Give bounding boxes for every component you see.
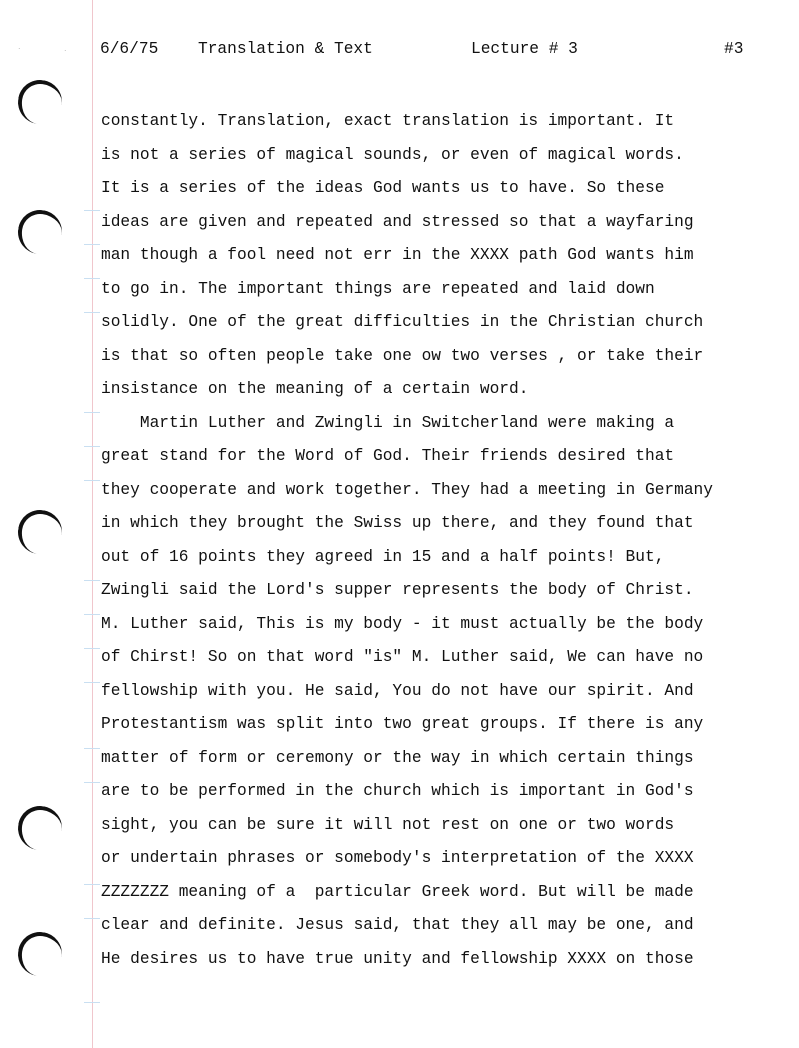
page-header <box>100 40 750 62</box>
text-line: are to be performed in the church which is important in God's <box>101 782 694 800</box>
speck: . <box>64 44 67 53</box>
header-lecture: Lecture # 3 <box>471 40 578 58</box>
rule-tick <box>84 918 100 919</box>
text-line: Zwingli said the Lord's supper represents the body of Christ. <box>101 581 694 599</box>
text-line: constantly. Translation, exact translation is important. It <box>101 112 675 130</box>
text-line: great stand for the Word of God. Their friends desired that <box>101 447 675 465</box>
text-line: they cooperate and work together. They had a meeting in Germany <box>101 480 713 499</box>
text-line: ideas are given and repeated and stressed so that a wayfaring <box>101 212 694 231</box>
punch-hole <box>15 803 65 853</box>
rule-tick <box>84 446 100 447</box>
text-line: sight, you can be sure it will not rest on one or two words <box>101 815 675 834</box>
rule-tick <box>84 210 100 211</box>
text-line: or undertain phrases or somebody's interpretation of the XXXX <box>101 849 694 867</box>
text-line: man though a fool need not err in the XXXX path God wants him <box>101 246 694 264</box>
text-line: is not a series of magical sounds, or even of magical words. <box>101 145 684 164</box>
punch-hole <box>15 929 65 979</box>
rule-tick <box>84 782 100 783</box>
text-line: Martin Luther and Zwingli in Switcherland were making a <box>101 413 675 432</box>
header-page-number: #3 <box>724 40 744 58</box>
rule-tick <box>84 648 100 649</box>
rule-tick <box>84 682 100 683</box>
rule-tick <box>84 748 100 749</box>
rule-tick <box>84 412 100 413</box>
text-line: insistance on the meaning of a certain word. <box>101 380 529 398</box>
rule-tick <box>84 1002 100 1003</box>
header-title: Translation & Text <box>198 40 373 58</box>
margin-line <box>92 0 93 1048</box>
text-line: fellowship with you. He said, You do not have our spirit. And <box>101 681 694 700</box>
header-date: 6/6/75 <box>100 40 159 58</box>
text-line: clear and definite. Jesus said, that they all may be one, and <box>101 916 694 934</box>
rule-tick <box>84 580 100 581</box>
text-line: is that so often people take one ow two verses , or take their <box>101 346 704 365</box>
rule-tick <box>84 480 100 481</box>
punch-hole <box>15 507 65 557</box>
text-line: out of 16 points they agreed in 15 and a half points! But, <box>101 547 665 566</box>
text-line: ZZZZZZZ meaning of a particular Greek word. But will be made <box>101 882 694 901</box>
text-line: M. Luther said, This is my body - it must actually be the body <box>101 614 704 633</box>
text-line: matter of form or ceremony or the way in which certain things <box>101 748 694 767</box>
text-line: in which they brought the Swiss up there, and they found that <box>101 514 694 532</box>
text-line: Protestantism was split into two great groups. If there is any <box>101 715 704 733</box>
rule-tick <box>84 884 100 885</box>
speck: . <box>18 42 21 51</box>
rule-tick <box>84 614 100 615</box>
rule-tick <box>84 312 100 313</box>
typed-body-text <box>101 110 751 981</box>
text-line: It is a series of the ideas God wants us to have. So these <box>101 179 665 197</box>
text-line: He desires us to have true unity and fellowship XXXX on those <box>101 949 694 968</box>
punch-hole <box>15 207 65 257</box>
punch-hole <box>15 77 65 127</box>
text-line: of Chirst! So on that word "is" M. Luther said, We can have no <box>101 648 704 666</box>
text-line: to go in. The important things are repeated and laid down <box>101 279 655 298</box>
rule-tick <box>84 278 100 279</box>
rule-tick <box>84 244 100 245</box>
text-line: solidly. One of the great difficulties in the Christian church <box>101 313 704 331</box>
